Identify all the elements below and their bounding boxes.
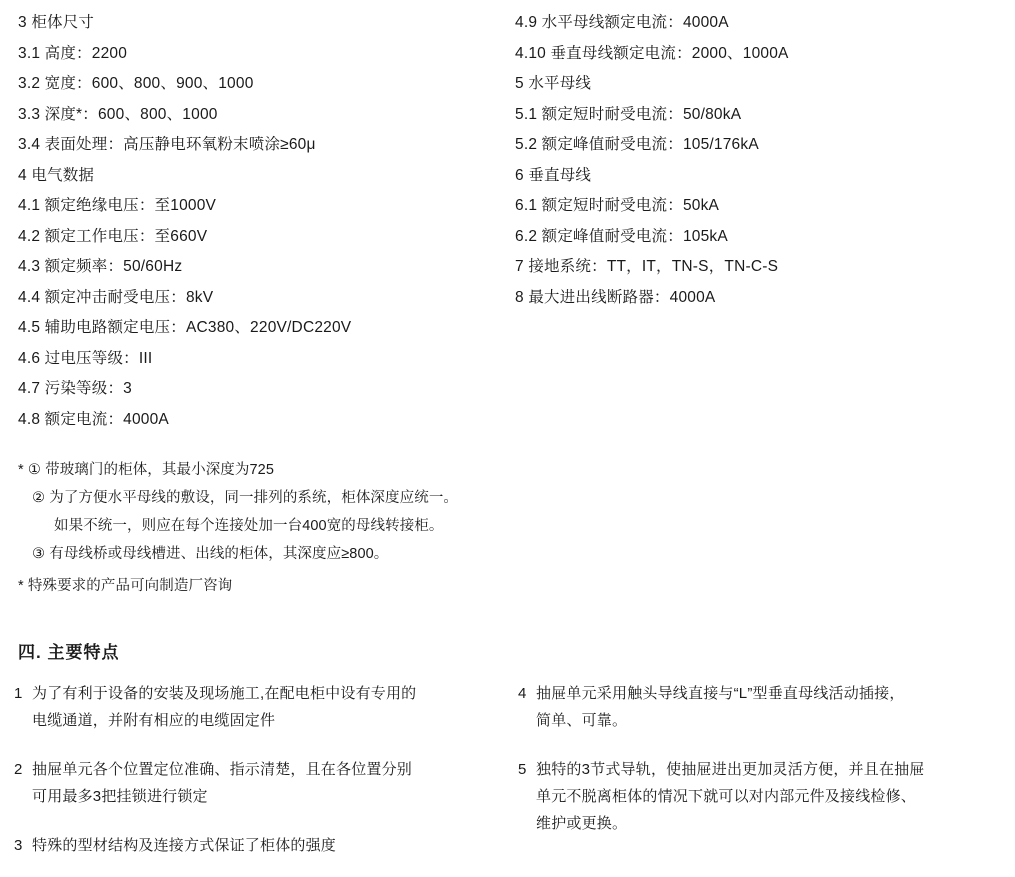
feature-text-line: 简单、可靠。 bbox=[536, 712, 628, 729]
feature-text-line: 特殊的型材结构及连接方式保证了柜体的强度 bbox=[32, 837, 337, 854]
features-left-column bbox=[0, 680, 518, 877]
feature-number: 1 bbox=[14, 685, 23, 702]
spec-line: 4.5 辅助电路额定电压：AC380、220V/DC220V bbox=[18, 319, 352, 336]
spec-line: 5 水平母线 bbox=[515, 75, 592, 92]
feature-number: 3 bbox=[14, 837, 23, 854]
spec-line: 3.4 表面处理：高压静电环氧粉末喷涂≥60μ bbox=[18, 136, 316, 153]
spec-line: 8 最大进出线断路器：4000A bbox=[515, 288, 716, 306]
spec-line: 3 柜体尺寸 bbox=[18, 14, 95, 31]
feature-number: 2 bbox=[14, 761, 23, 778]
feature-number: 5 bbox=[518, 761, 527, 778]
spec-line: 3.2 宽度：600、800、900、1000 bbox=[18, 75, 254, 92]
feature-text-line: 为了有利于设备的安装及现场施工,在配电柜中设有专用的 bbox=[32, 685, 417, 702]
section-heading: 四. 主要特点 bbox=[18, 643, 120, 662]
feature-text-line: 抽屉单元各个位置定位准确、指示清楚，且在各位置分别 bbox=[32, 761, 413, 778]
spec-line: 4.6 过电压等级：III bbox=[18, 349, 153, 367]
spec-line: 6 垂直母线 bbox=[515, 166, 592, 184]
feature-text-line: 可用最多3把挂锁进行锁定 bbox=[32, 788, 208, 805]
spec-line: 4.1 额定绝缘电压：至1000V bbox=[18, 197, 217, 214]
spec-line: 4.2 额定工作电压：至660V bbox=[18, 227, 208, 245]
features-right-column bbox=[518, 680, 1015, 877]
feature-text bbox=[32, 756, 412, 810]
spec-line: 5.2 额定峰值耐受电流：105/176kA bbox=[515, 136, 759, 153]
spec-line: 4.9 水平母线额定电流：4000A bbox=[515, 14, 729, 31]
spec-line: 5.1 额定短时耐受电流：50/80kA bbox=[515, 105, 742, 123]
specification-left-column bbox=[0, 8, 505, 435]
feature-text bbox=[536, 680, 905, 734]
feature-item bbox=[14, 680, 518, 734]
spec-line: 3.3 深度*：600、800、1000 bbox=[18, 105, 218, 123]
feature-text bbox=[32, 680, 416, 734]
footnote-line: * 特殊要求的产品可向制造厂咨询 bbox=[18, 578, 233, 594]
spec-line: 4.4 额定冲击耐受电压：8kV bbox=[18, 288, 214, 306]
spec-line: 6.1 额定短时耐受电流：50kA bbox=[515, 197, 720, 214]
spec-line: 4.7 污染等级：3 bbox=[18, 380, 132, 397]
specification-right-column bbox=[505, 8, 1015, 435]
spec-line: 4.3 额定频率：50/60Hz bbox=[18, 258, 183, 275]
footnotes-section bbox=[18, 456, 678, 600]
feature-item bbox=[14, 832, 518, 859]
feature-item bbox=[518, 680, 1015, 734]
feature-text-line: 电缆通道，并附有相应的电缆固定件 bbox=[32, 712, 276, 729]
footnote-line: ② 为了方便水平母线的敷设，同一排列的系统，柜体深度应统一。 bbox=[32, 490, 459, 506]
feature-text-line: 维护或更换。 bbox=[536, 815, 628, 832]
feature-number: 4 bbox=[518, 685, 527, 702]
spec-line: 4.8 额定电流：4000A bbox=[18, 410, 169, 428]
feature-text-line: 单元不脱离柜体的情况下就可以对内部元件及接线检修、 bbox=[536, 788, 917, 805]
footnote-line: ③ 有母线桥或母线槽进、出线的柜体，其深度应≥800。 bbox=[32, 546, 389, 562]
spec-line: 4 电气数据 bbox=[18, 166, 95, 184]
features-section bbox=[0, 680, 1015, 877]
spec-line: 6.2 额定峰值耐受电流：105kA bbox=[515, 227, 728, 245]
footnote-line: * ① 带玻璃门的柜体，其最小深度为725 bbox=[18, 462, 274, 478]
footnote-line: 如果不统一，则应在每个连接处加一台400宽的母线转接柜。 bbox=[54, 518, 444, 534]
feature-item bbox=[518, 756, 1015, 837]
feature-text-line: 独特的3节式导轨，使抽屉进出更加灵活方便，并且在抽屉 bbox=[536, 761, 925, 778]
feature-text bbox=[536, 756, 925, 837]
specification-section bbox=[0, 8, 1015, 435]
feature-item bbox=[14, 756, 518, 810]
spec-line: 4.10 垂直母线额定电流：2000、1000A bbox=[515, 44, 789, 62]
spec-line: 3.1 高度：2200 bbox=[18, 44, 128, 62]
feature-text bbox=[32, 832, 336, 859]
spec-line: 7 接地系统：TT，IT，TN-S，TN-C-S bbox=[515, 258, 779, 275]
feature-text-line: 抽屉单元采用触头导线直接与“L”型垂直母线活动插接， bbox=[536, 685, 905, 702]
